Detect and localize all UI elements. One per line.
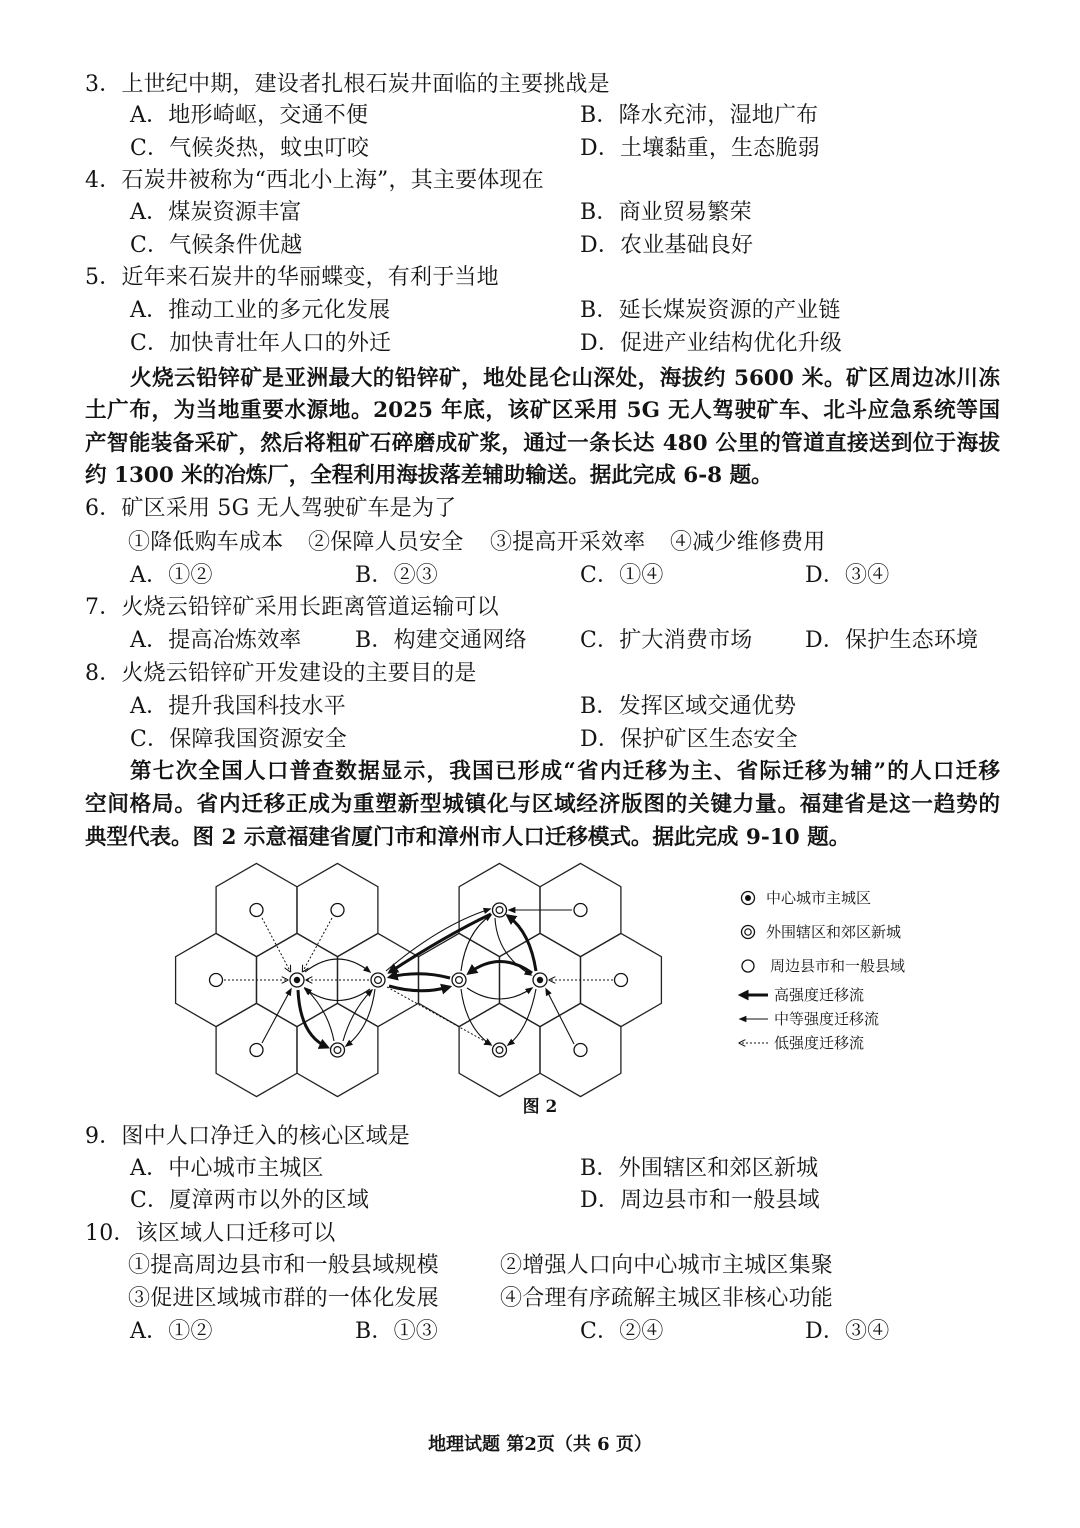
legend-flow-high: 高强度迁移流 (774, 986, 865, 1004)
question-7-stem: 7．火烧云铅锌矿采用长距离管道运输可以 (85, 595, 499, 620)
question-5-option-d: D．促进产业结构优化升级 (580, 331, 843, 356)
county-node (331, 904, 344, 917)
question-3-stem: 3．上世纪中期，建设者扎根石炭井面临的主要挑战是 (85, 72, 610, 97)
passage-6-8-line: 土广布，为当地重要水源地。2025 年底，该矿区采用 5G 无人驾驶矿车、北斗应急系统等国 (85, 398, 1000, 423)
question-6-stem: 6．矿区采用 5G 无人驾驶矿车是为了 (85, 496, 457, 521)
suburb-icon (742, 926, 755, 939)
passage-9-10-line: 空间格局。省内迁移正成为重塑新型城镇化与区域经济版图的关键力量。福建省是这一趋势的 (85, 792, 1000, 817)
question-6-item-2: ②保障人员安全 (308, 530, 464, 555)
question-5-option-a: A．推动工业的多元化发展 (130, 298, 391, 323)
question-5-stem: 5．近年来石炭井的华丽蝶变，有利于当地 (85, 265, 499, 290)
question-3-option-d: D．土壤黏重，生态脆弱 (580, 136, 820, 161)
question-8-stem: 8．火烧云铅锌矿开发建设的主要目的是 (85, 661, 477, 686)
question-10-item-4: ④合理有序疏解主城区非核心功能 (500, 1286, 834, 1311)
legend-county: 周边县市和一般县域 (770, 957, 906, 975)
question-4-option-a: A．煤炭资源丰富 (130, 200, 302, 225)
question-10-stem: 10．该区域人口迁移可以 (85, 1221, 336, 1246)
question-10-item-1: ①提高周边县市和一般县域规模 (128, 1253, 439, 1278)
question-9-option-a: A．中心城市主城区 (130, 1156, 324, 1181)
county-node (574, 904, 587, 917)
question-6-option-c: C．①④ (580, 563, 664, 588)
question-7-option-d: D．保护生态环境 (805, 628, 979, 653)
question-7-option-a: A．提高冶炼效率 (130, 628, 302, 653)
question-10-option-b: B．①③ (355, 1319, 438, 1344)
question-4-stem: 4．石炭井被称为“西北小上海”，其主要体现在 (85, 168, 544, 193)
question-8-option-c: C．保障我国资源安全 (130, 727, 347, 752)
core-city-icon (742, 892, 755, 905)
legend-flow-medium: 中等强度迁移流 (774, 1010, 880, 1028)
county-node (250, 904, 263, 917)
question-8-option-b: B．发挥区域交通优势 (580, 694, 797, 719)
question-9-option-c: C．厦漳两市以外的区域 (130, 1188, 370, 1213)
question-5-option-b: B．延长煤炭资源的产业链 (580, 298, 841, 323)
question-10-item-3: ③促进区域城市群的一体化发展 (128, 1286, 439, 1311)
legend-flow-low: 低强度迁移流 (774, 1034, 865, 1052)
question-6-item-1: ①降低购车成本 (128, 530, 284, 555)
county-node (210, 974, 223, 987)
legend-core-city: 中心城市主城区 (766, 889, 872, 907)
core-city-node (290, 973, 304, 987)
suburb-node (331, 1043, 345, 1057)
figure-legend (740, 889, 905, 1052)
question-6-item-3: ③提高开采效率 (490, 530, 646, 555)
passage-6-8-line: 火烧云铅锌矿是亚洲最大的铅锌矿，地处昆仑山深处，海拔约 5600 米。矿区周边冰川冻 (130, 366, 1000, 391)
passage-9-10-line: 典型代表。图 2 示意福建省厦门市和漳州市人口迁移模式。据此完成 9-10 题。 (85, 825, 851, 850)
legend-suburb: 外围辖区和郊区新城 (766, 923, 902, 941)
county-node (615, 974, 628, 987)
question-8-option-d: D．保护矿区生态安全 (580, 727, 798, 752)
suburb-node (452, 973, 466, 987)
question-3-option-b: B．降水充沛，湿地广布 (580, 103, 819, 128)
core-city-node (533, 973, 547, 987)
question-6-item-4: ④减少维修费用 (670, 530, 826, 555)
question-4-option-d: D．农业基础良好 (580, 233, 754, 258)
question-9-stem: 9．图中人口净迁入的核心区域是 (85, 1124, 410, 1149)
question-10-option-a: A．①② (130, 1319, 213, 1344)
population-migration-figure (0, 850, 1080, 1120)
question-9-option-b: B．外围辖区和郊区新城 (580, 1156, 819, 1181)
question-10-item-2: ②增强人口向中心城市主城区集聚 (500, 1253, 834, 1278)
question-6-option-b: B．②③ (355, 563, 438, 588)
question-4-option-b: B．商业贸易繁荣 (580, 200, 752, 225)
question-7-option-b: B．构建交通网络 (355, 628, 527, 653)
question-10-option-c: C．②④ (580, 1319, 664, 1344)
county-icon (742, 960, 754, 972)
question-10-option-d: D．③④ (805, 1319, 890, 1344)
question-6-option-a: A．①② (130, 563, 213, 588)
question-3-option-a: A．地形崎岖，交通不便 (130, 103, 369, 128)
question-3-option-c: C．气候炎热，蚊虫叮咬 (130, 136, 370, 161)
question-5-option-c: C．加快青壮年人口的外迁 (130, 331, 392, 356)
question-6-option-d: D．③④ (805, 563, 890, 588)
suburb-node (371, 973, 385, 987)
suburb-node (493, 1043, 507, 1057)
passage-6-8-line: 约 1300 米的冶炼厂，全程利用海拔落差辅助输送。据此完成 6-8 题。 (85, 463, 773, 488)
county-node (250, 1044, 263, 1057)
figure-caption: 图 2 (522, 1097, 558, 1117)
question-7-option-c: C．扩大消费市场 (580, 628, 753, 653)
page-footer: 地理试题 第2页（共 6 页） (428, 1434, 652, 1455)
passage-6-8-line: 产智能装备采矿，然后将粗矿石碎磨成矿浆，通过一条长达 480 公里的管道直接送到位于海拔 (85, 431, 1000, 456)
suburb-node (493, 903, 507, 917)
question-8-option-a: A．提升我国科技水平 (130, 694, 346, 719)
question-9-option-d: D．周边县市和一般县域 (580, 1188, 820, 1213)
question-4-option-c: C．气候条件优越 (130, 233, 303, 258)
county-node (574, 1044, 587, 1057)
passage-9-10-line: 第七次全国人口普查数据显示，我国已形成“省内迁移为主、省际迁移为辅”的人口迁移 (130, 759, 1000, 784)
